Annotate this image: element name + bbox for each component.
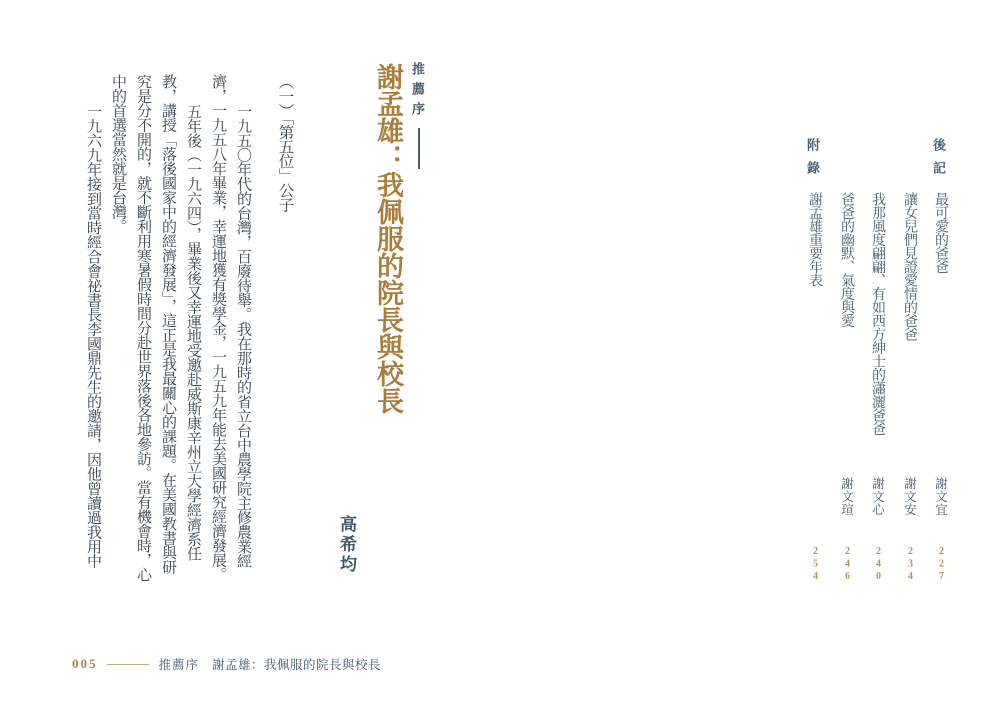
toc-entry-page-number: 254 <box>810 546 821 584</box>
toc-entry-author: 謝文宜 <box>933 477 948 516</box>
footer-section-label: 推薦序 <box>158 658 200 672</box>
toc-entry-title: 最可愛的爸爸 <box>933 192 948 273</box>
paragraph: 一九六九年接到當時經合會祕書長李國鼎先生的邀請，因他曾讀過我用中 <box>85 104 101 568</box>
toc-entry-author: 謝文瑄 <box>839 477 854 516</box>
section-heading: （一）「第五位」公子 <box>276 74 294 212</box>
toc-section-label: 附錄 <box>805 138 820 184</box>
toc-entry <box>931 0 951 718</box>
footer-page-number: 005 <box>72 656 98 671</box>
toc-entry-title: 我那風度翩翩、有如西方紳士的瀟灑爸爸 <box>870 192 885 435</box>
eyebrow-dash-line <box>418 128 420 169</box>
toc-entry <box>868 0 888 718</box>
toc-entry-title: 讓女兒們見證愛情的爸爸 <box>902 192 917 341</box>
footer-rule <box>107 664 149 665</box>
footer-book-title: 謝孟雄：我佩服的院長與校長 <box>212 658 382 672</box>
toc-entry-title: 爸爸的幽默、氣度與愛 <box>839 192 854 327</box>
chapter-eyebrow: 推薦序 <box>410 62 425 122</box>
toc-entry <box>805 0 825 718</box>
toc-entry-page-number: 227 <box>936 546 947 584</box>
toc-entry-page-number: 246 <box>842 546 853 584</box>
page-footer <box>72 655 381 673</box>
toc-entry-page-number: 234 <box>905 546 916 584</box>
toc-section-label: 後記 <box>931 138 946 184</box>
toc-entry-page-number: 240 <box>873 546 884 584</box>
body-text <box>58 74 255 586</box>
paragraph: 一九五〇年代的台灣，百廢待舉。我在那時的省立台中農學院主修農業經濟，一九五八年畢業，幸運地獲有獎學金，一九五九年能去美國研究經濟發展。 <box>210 74 251 582</box>
toc-entry-author: 謝文心 <box>870 477 885 516</box>
toc-entry-author: 謝文安 <box>902 477 917 516</box>
chapter-author: 高希均 <box>337 515 356 575</box>
toc-entry <box>837 0 857 718</box>
paragraph: 五年後（一九六四），畢業後又幸運地受邀赴威斯康辛州立大學經濟系任教，講授「落後國家中的經濟發展」，這正是我最關心的課題。在美國教書與研究是分不開的，就不斷利用寒暑假時間分赴世界落後各地參訪。當有機會時，心中的首選當然就是台灣。 <box>110 74 201 582</box>
toc-entry-title: 謝孟雄重要年表 <box>807 192 822 287</box>
toc-entry <box>900 0 920 718</box>
chapter-title: 謝孟雄：我佩服的院長與校長 <box>373 63 403 414</box>
